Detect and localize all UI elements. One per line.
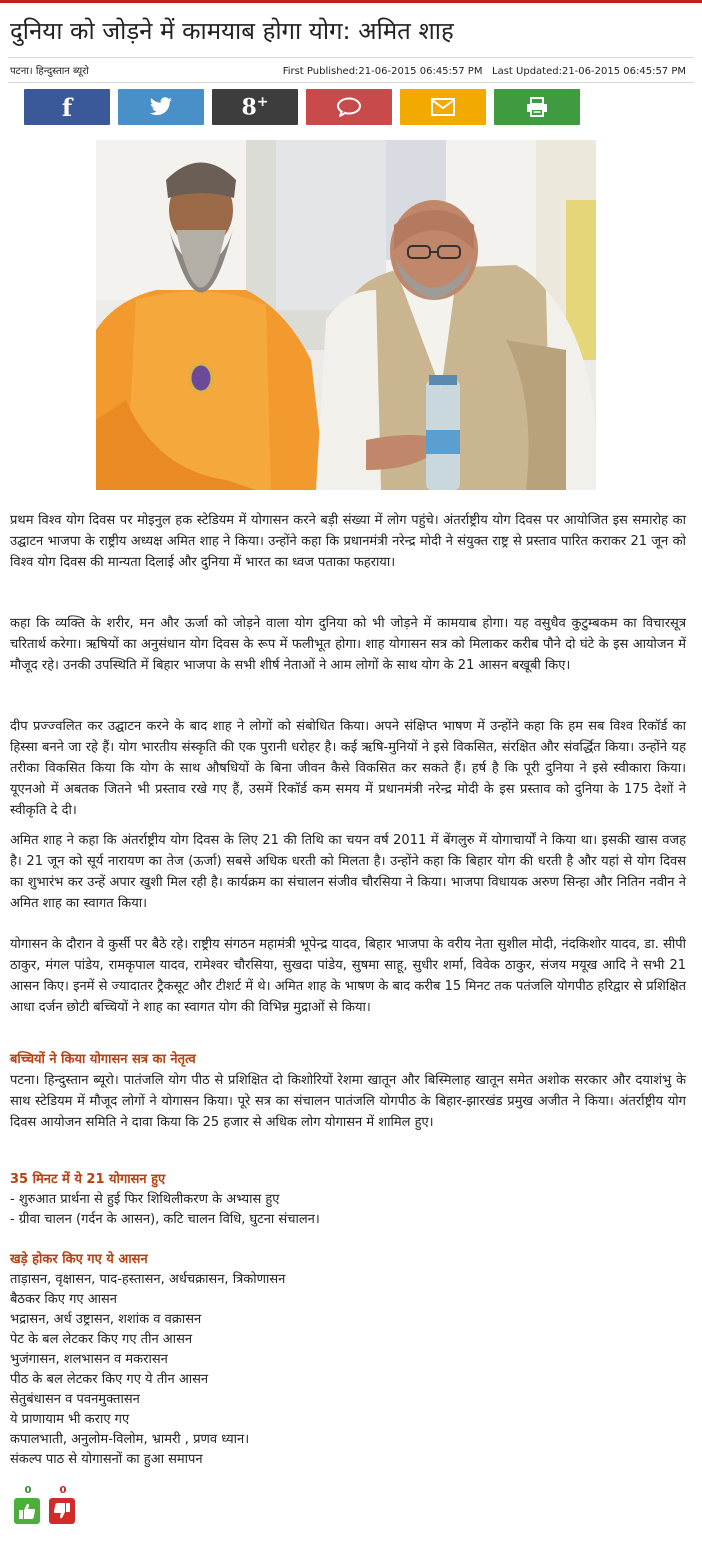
google-plus-icon: 8+: [241, 93, 269, 121]
list-item: कपालभाती, अनुलोम-विलोम, भ्रामरी , प्रणव ध्यान।: [10, 1432, 250, 1447]
dislike-button[interactable]: [49, 1498, 75, 1524]
top-accent-line: [0, 0, 702, 3]
article-paragraph: प्रथम विश्व योग दिवस पर मोइनुल हक स्टेडियम में योगासन करने बड़ी संख्या में लोग पहुंचे। अंतर्राष्ट्रीय योग दिवस पर आयोजित इस समारोह का उद्घाटन भाजपा के राष्ट्रीय अध्यक्ष अमित शाह ने किया। उन्होंने कहा कि प्रधानमंत्री नरेन्द्र मोदी ने संयुक्त राष्ट्र से प्रस्ताव पारित कराकर 21 जून को विश्व योग दिवस की मान्यता दिलाई और दुनिया में भारत का ध्वज पताका फहराया।: [10, 513, 686, 570]
list-item: ये प्राणायाम भी कराए गए: [10, 1412, 130, 1427]
thumbs-down-icon: [53, 1502, 71, 1520]
google-plus-share-button[interactable]: [212, 89, 298, 125]
article-photo: [96, 140, 596, 490]
thumbs-up-icon: [18, 1502, 36, 1520]
facebook-share-button[interactable]: [24, 89, 110, 125]
list-item: पीठ के बल लेटकर किए गए ये तीन आसन: [10, 1372, 209, 1387]
last-updated: Last Updated:21-06-2015 06:45:57 PM: [492, 66, 686, 77]
list-item: सेतुबंधासन व पवनमुक्तासन: [10, 1392, 140, 1407]
article-dates: [283, 64, 686, 80]
comment-button[interactable]: [306, 89, 392, 125]
list-item: ताड़ासन, वृक्षासन, पाद-हस्तासन, अर्धचक्रासन, त्रिकोणासन: [10, 1272, 286, 1287]
section-heading-21-asanas: 35 मिनट में ये 21 योगासन हुए: [10, 1172, 166, 1187]
list-item: भद्रासन, अर्ध उष्ट्रासन, शशांक व वक्रासन: [10, 1312, 202, 1327]
like-vote: [14, 1484, 42, 1524]
like-button[interactable]: [14, 1498, 40, 1524]
print-icon: [526, 97, 548, 117]
like-count: 0: [24, 1485, 32, 1496]
facebook-icon: f: [61, 92, 73, 122]
twitter-icon: [149, 97, 173, 117]
section-paragraph: पटना। हिन्दुस्तान ब्यूरो। पातंजलि योग पीठ से प्रशिक्षित दो किशोरियों रेशमा खातून और बिस्मिलाह खातून समेत अशोक सरकार और दयाशंभु के साथ स्टेडियम में मौजूद लोगों ने योगासन किया। पूरे सत्र का संचालन पातंजलि योगपीठ के बिहार-झारखंड प्रमुख अजीत ने किया। अंतर्राष्ट्रीय योग दिवस आयोजन समिति ने दावा किया कि 25 हजार से अधिक लोग योगासन में शामिल हुए।: [10, 1073, 686, 1130]
list-item: - शुरुआत प्रार्थना से हुई फिर शिथिलीकरण के अभ्यास हुए: [10, 1192, 280, 1207]
list-item: भुजंगासन, शलभासन व मकरासन: [10, 1352, 168, 1367]
dislike-vote: [49, 1484, 77, 1524]
print-button[interactable]: [494, 89, 580, 125]
article-paragraph: योगासन के दौरान वे कुर्सी पर बैठे रहे। राष्ट्रीय संगठन महामंत्री भूपेन्द्र यादव, बिहार भाजपा के वरीय नेता सुशील मोदी, नंदकिशोर यादव, डा. सीपी ठाकुर, मंगल पांडेय, रामकृपाल यादव, रामेश्वर चौरसिया, सुखदा पांडेय, सुषमा साहू, सुधीर शर्मा, विवेक ठाकुर, संजय मयूख आदि ने सभी 21 आसन किए। इनमें से ज्यादातर ट्रैकसूट और टीशर्ट में थे। अमित शाह के भाषण के बाद करीब 15 मिनट तक पतंजलि योगपीठ हरिद्वार से प्रशिक्षित आधा दर्जन छोटी बच्चियों ने शाह का स्वागत योग की विभिन्न मुद्राओं से किया।: [10, 937, 686, 1015]
meta-bottom-divider: [8, 82, 694, 83]
section-heading-girls-led: बच्चियों ने किया योगासन सत्र का नेतृत्व: [10, 1052, 196, 1067]
list-item: बैठकर किए गए आसन: [10, 1292, 118, 1307]
article-title: दुनिया को जोड़ने में कामयाब होगा योग: अमित शाह: [10, 17, 454, 45]
article-location: पटना। हिन्दुस्तान ब्यूरो: [10, 66, 89, 77]
meta-top-divider: [8, 57, 694, 58]
section-heading-standing-asanas: खड़े होकर किए गए ये आसन: [10, 1252, 148, 1267]
mail-share-button[interactable]: [400, 89, 486, 125]
list-item: - ग्रीवा चालन (गर्दन के आसन), कटि चालन विधि, घुटना संचालन।: [10, 1212, 320, 1227]
first-published: First Published:21-06-2015 06:45:57 PM: [282, 66, 483, 77]
article-meta: [10, 64, 686, 80]
article-paragraph: अमित शाह ने कहा कि अंतर्राष्ट्रीय योग दिवस के लिए 21 की तिथि का चयन वर्ष 2011 में बेंगलुरु में योगाचार्यों ने किया था। इसकी खास वजह है। 21 जून को सूर्य नारायण का तेज (ऊर्जा) सबसे अधिक धरती को मिलता है। उन्होंने कहा कि बिहार योग की धरती है और यहां से योग दिवस का शुभारंभ कर उन्हें अपार खुशी मिल रही है। कार्यक्रम का संचालन संजीव चौरसिया ने किया। भाजपा विधायक अरुण सिन्हा और नितिन नवीन ने अमित शाह का स्वागत किया।: [10, 833, 686, 911]
article-paragraph: दीप प्रज्ज्वलित कर उद्घाटन करने के बाद शाह ने लोगों को संबोधित किया। अपने संक्षिप्त भाषण में उन्होंने कहा कि हम सब विश्व रिकॉर्ड का हिस्सा बनने जा रहे हैं। योग भारतीय संस्कृति की एक पुरानी धरोहर है। कई ऋषि-मुनियों ने इसे विकसित, संरक्षित और संवर्द्धित किया। उन्होंने यह तरीका विकसित किया कि योग के साथ औषधियों के बिना जीवन कैसे विकसित कर सकते हैं। हर्ष है कि पूरी दुनिया ने इसे स्वीकारा किया। यूएनओ में अबतक जितने भी प्रस्ताव रखे गए हैं, उसमें रिकॉर्ड कम समय में प्रधानमंत्री नरेन्द्र मोदी के इस प्रस्ताव को दुनिया के 175 देशों ने स्वीकृति दे दी।: [10, 719, 686, 818]
list-item: पेट के बल लेटकर किए गए तीन आसन: [10, 1332, 193, 1347]
article-paragraph: कहा कि व्यक्ति के शरीर, मन और ऊर्जा को जोड़ने वाला योग दुनिया को भी जोड़ने में कामयाब होगा। यह वसुधैव कुटुम्बकम का विचारसूत्र चरितार्थ करेगा। ऋषियों का अनुसंधान योग दिवस के रूप में फलीभूत होगा। शाह योगासन सत्र को मिलाकर करीब पौने दो घंटे के इस आयोजन में मौजूद रहे। उनकी उपस्थिति में बिहार भाजपा के सभी शीर्ष नेताओं ने आम लोगों के साथ योग के 21 आसन बखूबी किए।: [10, 616, 686, 673]
mail-icon: [431, 98, 455, 116]
list-item: संकल्प पाठ से योगासनों का हुआ समापन: [10, 1452, 203, 1467]
dislike-count: 0: [59, 1485, 67, 1496]
comment-icon: [336, 97, 362, 117]
twitter-share-button[interactable]: [118, 89, 204, 125]
